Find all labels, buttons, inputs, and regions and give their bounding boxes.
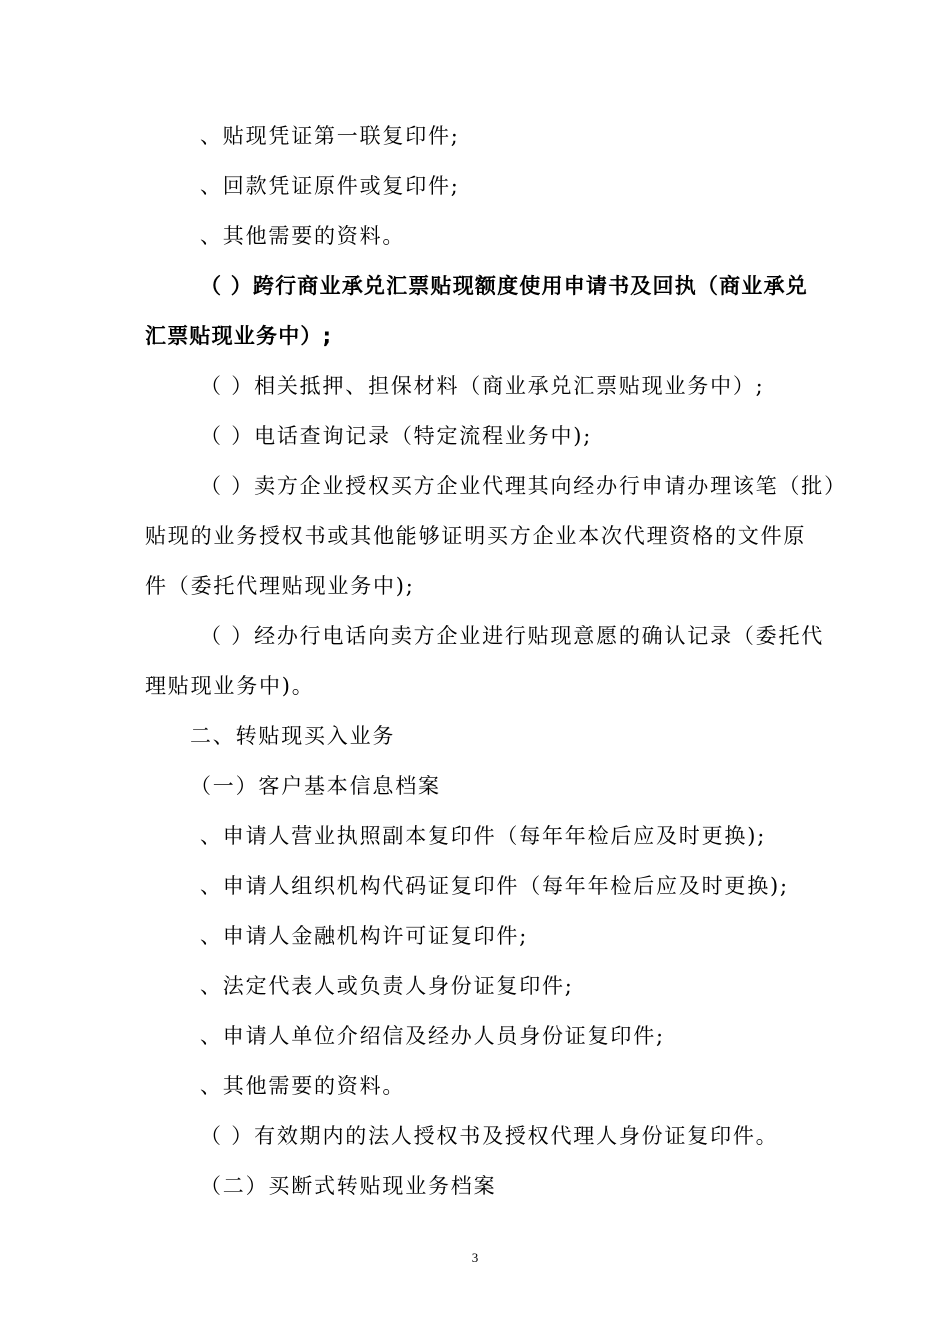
text-line: （ ）卖方企业授权买方企业代理其向经办行申请办理该笔（批） <box>200 474 847 498</box>
text-line: （ ）经办行电话向卖方企业进行贴现意愿的确认记录（委托代 <box>200 624 825 648</box>
section-heading: 二、转贴现买入业务 <box>190 724 396 748</box>
text-line: 、申请人营业执照副本复印件（每年年检后应及时更换); <box>200 824 767 848</box>
text-line: 、回款凭证原件或复印件; <box>200 174 460 198</box>
page-number: 3 <box>471 1250 479 1265</box>
text-line: 汇票贴现业务中）; <box>145 324 333 348</box>
text-line: （ ）相关抵押、担保材料（商业承兑汇票贴现业务中）; <box>200 374 765 398</box>
text-line: （ ）有效期内的法人授权书及授权代理人身份证复印件。 <box>200 1124 779 1148</box>
text-line: 贴现的业务授权书或其他能够证明买方企业本次代理资格的文件原 <box>145 524 807 548</box>
text-line: 理贴现业务中)。 <box>145 674 315 698</box>
text-line: 、法定代表人或负责人身份证复印件; <box>200 974 574 998</box>
subsection-heading: （二）买断式转贴现业务档案 <box>200 1174 497 1198</box>
subsection-heading: （一）客户基本信息档案 <box>190 774 441 798</box>
text-line: 、申请人组织机构代码证复印件（每年年检后应及时更换); <box>200 874 789 898</box>
text-line: 、贴现凭证第一联复印件; <box>200 124 460 148</box>
text-line: 、其他需要的资料。 <box>200 224 406 248</box>
text-line: 件（委托代理贴现业务中); <box>145 574 415 598</box>
text-line: 、其他需要的资料。 <box>200 1074 406 1098</box>
text-line: （ ）跨行商业承兑汇票贴现额度使用申请书及回执（商业承兑 <box>200 274 808 298</box>
text-line: 、申请人单位介绍信及经办人员身份证复印件; <box>200 1024 665 1048</box>
text-line: （ ）电话查询记录（特定流程业务中); <box>200 424 593 448</box>
text-line: 、申请人金融机构许可证复印件; <box>200 924 529 948</box>
